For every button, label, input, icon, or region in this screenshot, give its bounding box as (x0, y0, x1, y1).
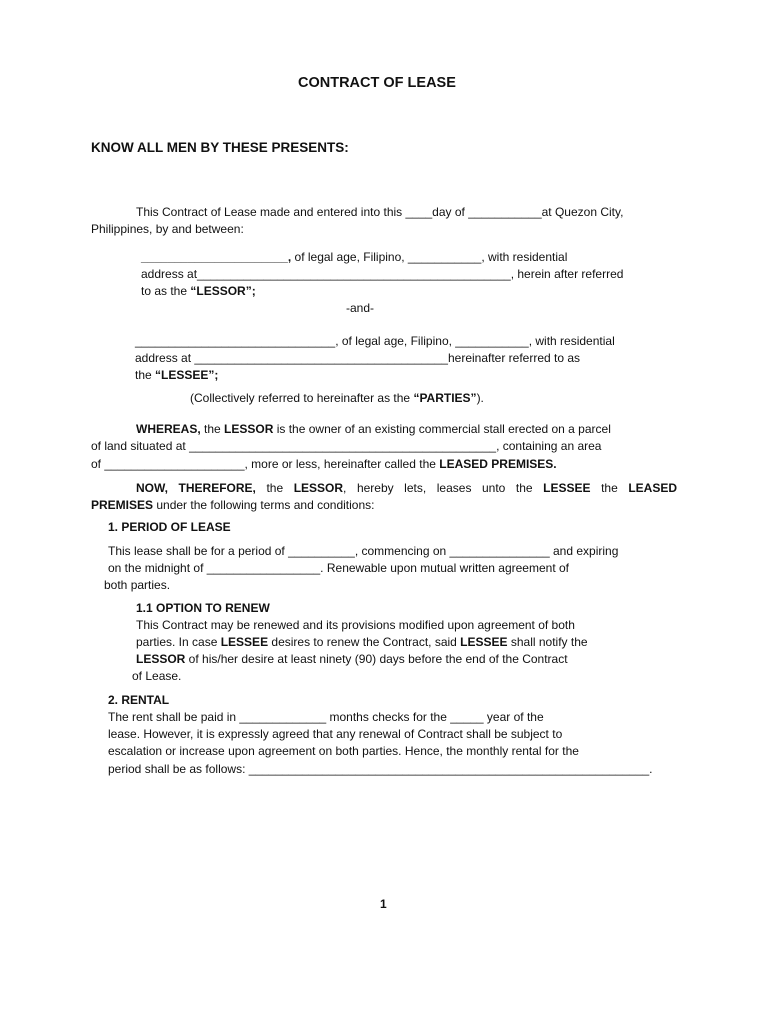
section-1-1-heading: 1.1 OPTION TO RENEW (136, 601, 270, 615)
document-title: CONTRACT OF LEASE (298, 75, 456, 91)
therefore-t3: the (590, 481, 629, 495)
s11-lessor: LESSOR (136, 652, 186, 666)
whereas-t1: the (200, 422, 225, 436)
whereas-line-3 (91, 456, 557, 473)
section-2-line-3: escalation or increase upon agreement on both parties. Hence, the monthly rental for the (108, 744, 579, 758)
premises-term: PREMISES (91, 498, 154, 512)
lessee-line-2: address at ______________________________________hereinafter referred to as (135, 351, 581, 365)
whereas-line-2: of land situated at ______________________________________________, containing an area (91, 439, 602, 453)
whereas-t2: is the owner of an existing commercial stall erected on a parcel (273, 422, 611, 436)
whereas-line-1 (136, 421, 611, 438)
section-2-heading: 2. RENTAL (108, 693, 170, 707)
s11-lessee-2: LESSEE (460, 635, 508, 649)
section-1-1-line-4: of Lease. (132, 669, 182, 683)
intro-line-1: This Contract of Lease made and entered into this ____day of ___________at Quezon City, (136, 205, 624, 219)
section-1-line-2: on the midnight of _________________. Renewable upon mutual written agreement of (108, 561, 569, 575)
whereas-area: of _____________________, more or less, hereinafter called the (91, 457, 440, 471)
parties-term: “PARTIES” (413, 391, 477, 405)
preamble-heading: KNOW ALL MEN BY THESE PRESENTS: (91, 140, 349, 155)
s11-notify: shall notify the (507, 635, 588, 649)
lessee-term: “LESSEE”; (155, 368, 219, 382)
whereas-lessor: LESSOR (224, 422, 274, 436)
section-1-heading: 1. PERIOD OF LEASE (108, 520, 231, 534)
s11-desires: desires to renew the Contract, said (268, 635, 461, 649)
section-1-1-line-2 (136, 634, 588, 651)
leased-premises-term: LEASED PREMISES. (439, 457, 557, 471)
therefore-words: NOW, THEREFORE, (136, 481, 256, 495)
intro-line-2: Philippines, by and between: (91, 222, 244, 236)
s11-lessee-1: LESSEE (220, 635, 269, 649)
collective-end: ). (476, 391, 484, 405)
section-1-1-line-3 (136, 651, 568, 668)
section-1-line-1: This lease shall be for a period of __________, commencing on _______________ and expiring (108, 544, 619, 558)
lessor-details: of legal age, Filipino, ___________, with residential (294, 250, 568, 264)
lessor-line-3 (141, 283, 256, 300)
section-1-line-3: both parties. (104, 578, 171, 592)
therefore-t2: , hereby lets, leases unto the (343, 481, 544, 495)
therefore-t1: the (255, 481, 294, 495)
lessor-line-1 (141, 249, 567, 266)
therefore-lessee: LESSEE (543, 481, 591, 495)
and-separator: -and- (346, 301, 375, 315)
lessee-line-3 (135, 367, 218, 384)
collective-text: (Collectively referred to hereinafter as the (190, 391, 414, 405)
s11-notice: of his/her desire at least ninety (90) days before the end of the Contract (185, 652, 568, 666)
therefore-leased: LEASED (628, 481, 677, 495)
therefore-line-2 (91, 497, 374, 514)
lessor-name-blank: ______________________, (141, 250, 292, 264)
section-2-line-4: period shall be as follows: ____________________________________________________________. (108, 762, 653, 776)
lessee-ref-text: the (135, 368, 156, 382)
whereas-word: WHEREAS, (136, 422, 201, 436)
s11-parties: parties. In case (136, 635, 221, 649)
collective-line (190, 390, 484, 407)
page-number: 1 (380, 897, 387, 911)
section-2-line-1: The rent shall be paid in _____________ months checks for the _____ year of the (108, 710, 544, 724)
lessee-line-1: ______________________________, of legal age, Filipino, ___________, with residential (135, 334, 615, 348)
therefore-conditions: under the following terms and conditions: (153, 498, 375, 512)
therefore-lessor: LESSOR (293, 481, 344, 495)
lessor-ref-text: to as the (141, 284, 191, 298)
section-1-1-line-1: This Contract may be renewed and its provisions modified upon agreement of both (136, 618, 575, 632)
lessor-line-2: address at_______________________________________________, herein after referred (141, 267, 624, 281)
lessor-term: “LESSOR”; (190, 284, 256, 298)
section-2-line-2: lease. However, it is expressly agreed that any renewal of Contract shall be subject to (108, 727, 563, 741)
therefore-line-1 (136, 480, 677, 497)
